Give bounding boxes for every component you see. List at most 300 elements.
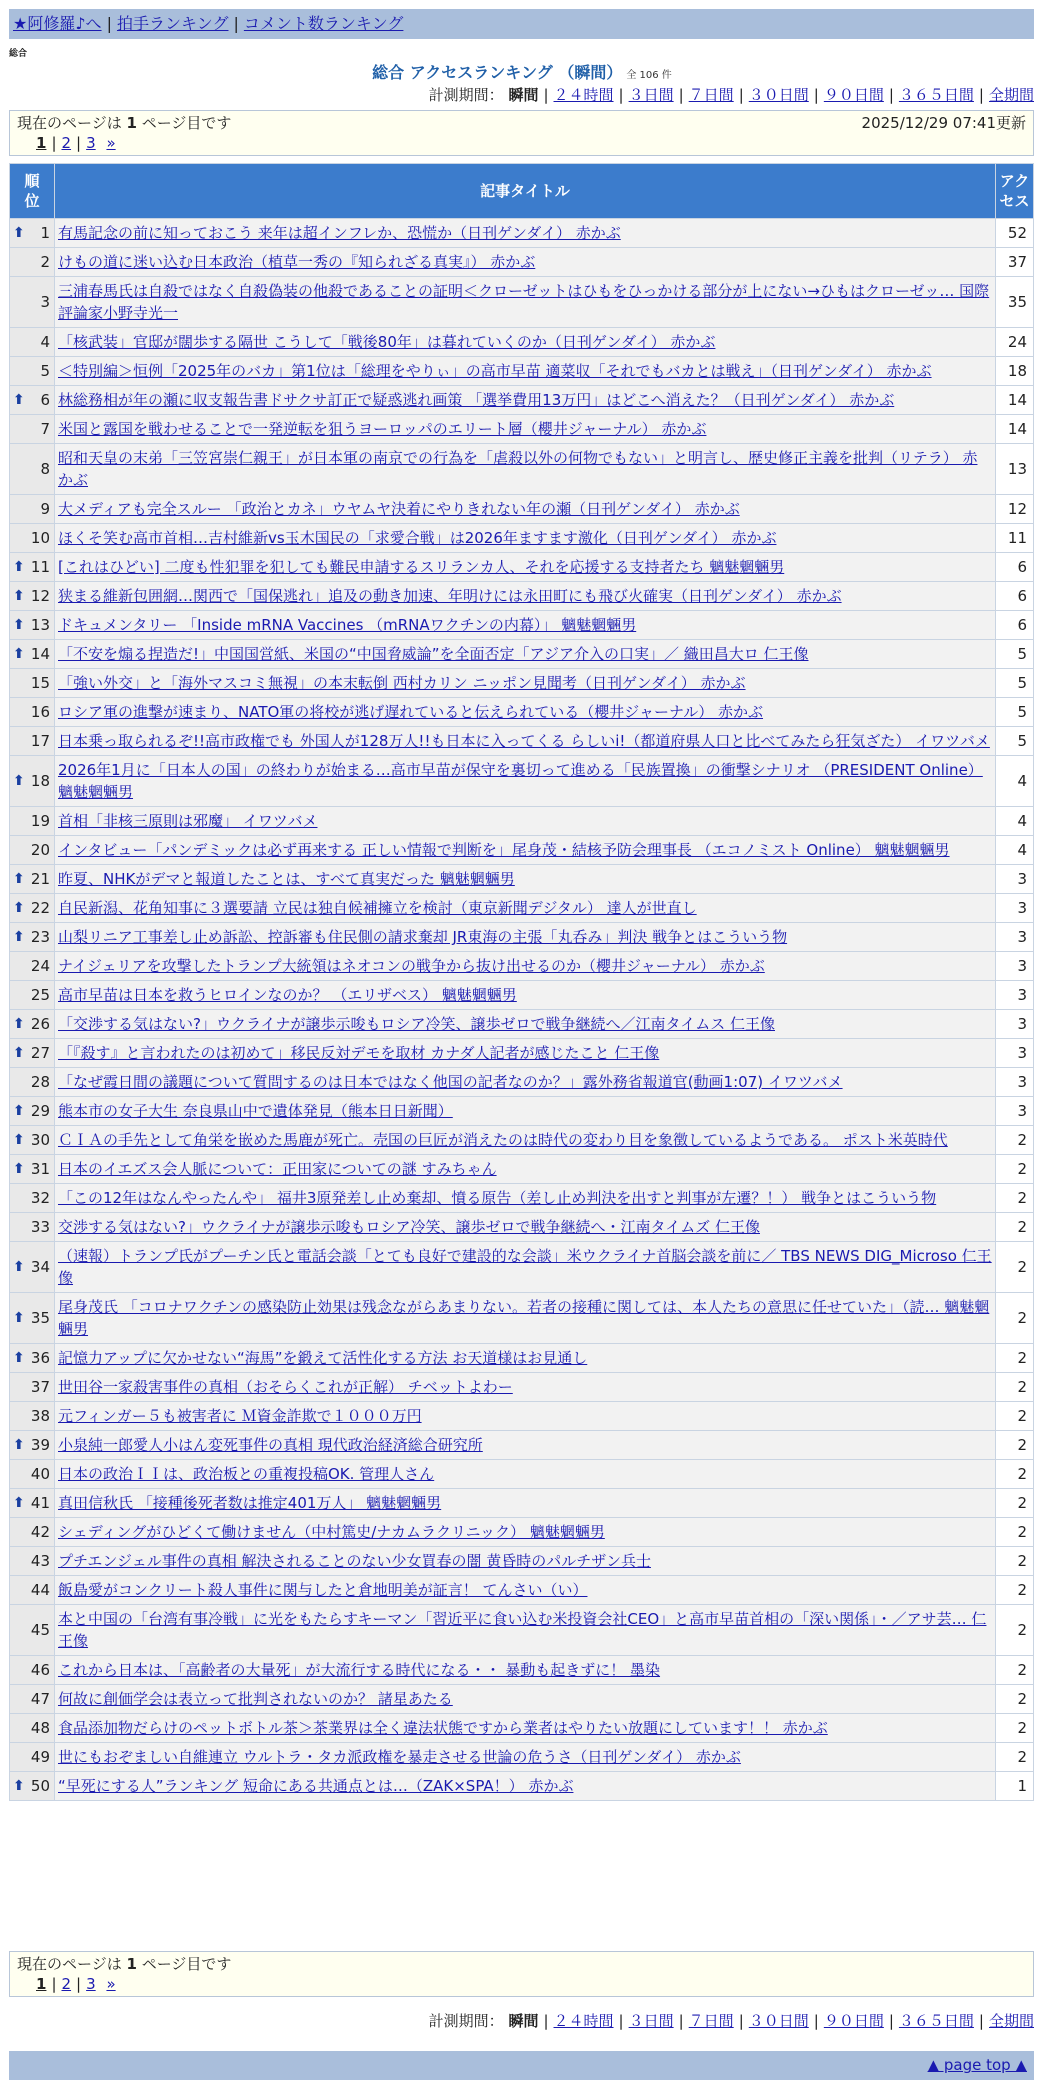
period-all-link[interactable]: 全期間 [988,86,1034,104]
access-count: 2 [996,1460,1034,1489]
table-row [10,1489,1034,1518]
article-title-link[interactable]: 狭まる維新包囲網…関西で「国保逃れ」追及の動き加速、年明けには永田町にも飛び火確実（日刊ゲンダイ） 赤かぶ [58,587,842,605]
article-title-link[interactable]: プチエンジェル事件の真相 解決されることのない少女買春の闇 黄昏時のパルチザン兵士 [58,1552,651,1570]
access-count: 2 [996,1547,1034,1576]
article-title-link[interactable]: インタビュー「パンデミックは必ず再来する 正しい情報で判断を」尾身茂・結核予防会理事長 （エコノミスト Online） 魑魅魍魎男 [58,841,950,859]
article-title-link[interactable]: 2026年1月に「日本人の国」の終わりが始まる…高市早苗が保守を裏切って進める「民族置換」の衝撃シナリオ （PRESIDENT Online） 魑魅魍魎男 [58,761,983,801]
table-row [10,1605,1034,1656]
table-row [10,495,1034,524]
access-header-label: アクセス [999,172,1030,210]
title-cell [55,1010,996,1039]
rank-up-arrow-icon: ⬆ [13,1495,25,1511]
rank-number: 47 [30,1690,50,1708]
rank-up-arrow-icon: ⬆ [13,1016,25,1032]
period-separator: | [813,2012,819,2030]
title-cell [55,1714,996,1743]
rank-number: 43 [30,1552,50,1570]
title-cell [55,357,996,386]
rank-cell [10,894,55,923]
rank-number: 26 [30,1015,50,1033]
article-title-link[interactable]: “早死にする人”ランキング 短命にある共通点とは…（ZAK×SPA！） 赤かぶ [58,1777,574,1795]
article-title-link[interactable]: シェディングがひどくて働けません（中村篤史/ナカムラクリニック） 魑魅魍魎男 [58,1523,605,1541]
table-row [10,1373,1034,1402]
rank-number: 29 [30,1102,50,1120]
rank-cell [10,1373,55,1402]
period-365d-link[interactable]: ３６５日間 [898,86,974,104]
rank-number: 39 [30,1436,50,1454]
rank-cell [10,981,55,1010]
title-cell [55,1213,996,1242]
rank-cell [10,1685,55,1714]
table-row [10,1344,1034,1373]
article-title-link[interactable]: 日本のイエズス会人脈について：正田家についての謎 すみちゃん [58,1160,497,1178]
ranking-title: 総合 アクセスランキング （瞬間） [372,63,623,82]
page-title [0,60,1044,83]
table-row [10,1743,1034,1772]
table-row [10,1010,1034,1039]
access-count: 6 [996,611,1034,640]
rank-cell [10,1518,55,1547]
article-title-link[interactable]: 世にもおぞましい自維連立 ウルトラ・タカ派政権を暴走させる世論の危うさ（日刊ゲンダイ） 赤かぶ [58,1748,741,1766]
rank-cell [10,415,55,444]
article-title-link[interactable]: 「交渉する気はない?」ウクライナが譲歩示唆もロシア冷笑、譲歩ゼロで戦争継続へ／江南タイムス 仁王像 [58,1015,775,1033]
access-count: 2 [996,1518,1034,1547]
next-page-link[interactable]: » [106,134,116,152]
page-status-suffix: ページ目です [141,114,232,132]
title-cell [55,1431,996,1460]
article-title-link[interactable]: 高市早苗は日本を救うヒロインなのか？ （エリザベス） 魑魅魍魎男 [58,986,517,1004]
article-title-link[interactable]: 何故に創価学会は表立って批判されないのか？ 諸星あたる [58,1690,453,1708]
rank-number: 4 [40,333,50,351]
title-cell [55,894,996,923]
title-cell [55,836,996,865]
article-title-link[interactable]: 「強い外交」と「海外マスコミ無視」の本末転倒 西村カリン ニッポン見聞考（日刊ゲンダイ） 赤かぶ [58,674,746,692]
rank-cell [10,277,55,328]
rank-cell [10,495,55,524]
period-separator: | [678,86,684,104]
access-count: 35 [996,277,1034,328]
page-status-prefix: 現在のページは [17,1955,122,1973]
table-row [10,386,1034,415]
rank-up-arrow-icon: ⬆ [13,559,25,575]
rank-up-arrow-icon: ⬆ [13,225,25,241]
article-title-link[interactable]: ナイジェリアを攻撃したトランプ大統領はネオコンの戦争から抜け出せるのか（櫻井ジャーナル） 赤かぶ [58,957,765,975]
rank-up-arrow-icon: ⬆ [13,1310,25,1326]
access-count: 5 [996,727,1034,756]
table-row [10,669,1034,698]
access-count: 3 [996,865,1034,894]
access-count: 18 [996,357,1034,386]
home-link[interactable]: ★阿修羅♪へ [13,14,102,33]
article-title-link[interactable]: 元フィンガー５も被害者に Ｍ資金詐欺で１０００万円 [58,1407,422,1425]
rank-cell [10,386,55,415]
table-row [10,1547,1034,1576]
rank-cell [10,1184,55,1213]
article-title-link[interactable]: 「この12年はなんやったんや」 福井3原発差し止め棄却、憤る原告（差し止め判決を出すと判事が左遷？！） 戦争とはこういう物 [58,1189,937,1207]
rank-cell [10,1126,55,1155]
title-cell [55,248,996,277]
title-cell [55,1518,996,1547]
page-status-number: 1 [126,114,137,132]
table-row [10,1039,1034,1068]
title-cell [55,524,996,553]
rank-cell [10,1068,55,1097]
title-cell [55,1772,996,1801]
bottom-bar [9,2051,1034,2080]
table-row [10,1431,1034,1460]
period-7d-link[interactable]: ７日間 [688,2012,734,2030]
rank-number: 8 [40,460,50,478]
updated-time: 2025/12/29 07:41更新 [861,114,1026,132]
rank-number: 27 [30,1044,50,1062]
article-title-link[interactable]: 尾身茂氏 「コロナワクチンの感染防止効果は残念ながらあまりない。若者の接種に関しては、本人たちの意思に任せていた」（読… 魑魅魍魎男 [58,1298,990,1338]
rank-cell [10,1576,55,1605]
page-3-link[interactable]: 3 [86,1975,96,1993]
period-separator: | [618,2012,624,2030]
access-count: 14 [996,415,1034,444]
table-row [10,836,1034,865]
period-7d-link[interactable]: ７日間 [688,86,734,104]
rank-cell [10,1402,55,1431]
title-cell [55,1242,996,1293]
period-selector-top [429,84,1034,105]
title-header: 記事タイトル [55,164,996,219]
rank-cell [10,1431,55,1460]
table-row [10,328,1034,357]
table-row [10,1126,1034,1155]
article-title-link[interactable]: 日本の政治ＩＩは、政治板との重複投稿OK. 管理人さん [58,1465,435,1483]
article-title-link[interactable]: けもの道に迷い込む日本政治（植草一秀の『知られざる真実』） 赤かぶ [58,253,536,271]
rank-cell [10,1547,55,1576]
title-cell [55,415,996,444]
table-row [10,865,1034,894]
applause-ranking-link[interactable]: 拍手ランキング [116,14,229,33]
table-row [10,640,1034,669]
pager-separator: | [76,134,82,152]
period-3d-link[interactable]: ３日間 [628,2012,674,2030]
table-row [10,1155,1034,1184]
total-count: 全 106 件 [626,70,672,81]
title-cell [55,1656,996,1685]
rank-number: 24 [30,957,50,975]
page-status-suffix: ページ目です [141,1955,232,1973]
rank-cell [10,756,55,807]
access-count: 2 [996,1344,1034,1373]
article-title-link[interactable]: 飯島愛がコンクリート殺人事件に関与したと倉地明美が証言！ てんさい（い） [58,1581,588,1599]
period-separator: | [543,86,549,104]
article-title-link[interactable]: 三浦春馬氏は自殺ではなく自殺偽装の他殺であることの証明＜クローゼットはひもをひっかける部分が上にない→ひもはクローゼッ… 国際評論家小野寺光一 [58,282,990,322]
title-cell [55,495,996,524]
rank-up-arrow-icon: ⬆ [13,1350,25,1366]
article-title-link[interactable]: 「なぜ霞日間の議題について質問するのは日本ではなく他国の記者なのか？」露外務省報道官(動画1:07) イワツバメ [58,1073,843,1091]
rank-cell [10,923,55,952]
rank-up-arrow-icon: ⬆ [13,900,25,916]
comment-ranking-link[interactable]: コメント数ランキング [243,14,404,33]
article-title-link[interactable]: 交渉する気はない?」ウクライナが譲歩示唆もロシア冷笑、譲歩ゼロで戦争継続へ・江南タイムズ 仁王像 [58,1218,760,1236]
category-label: 総合 [9,49,28,59]
rank-number: 10 [30,529,50,547]
table-row [10,952,1034,981]
article-title-link[interactable]: 山梨リニア工事差し止め訴訟、控訴審も住民側の請求棄却 JR東海の主張「丸呑み」判決 戦争とはこういう物 [58,928,788,946]
rank-up-arrow-icon: ⬆ [13,1132,25,1148]
article-title-link[interactable]: 熊本市の女子大生 奈良県山中で遺体発見（熊本日日新聞） [58,1102,453,1120]
ranking-table [9,163,1034,1801]
period-separator: | [738,86,744,104]
rank-number: 25 [30,986,50,1004]
rank-cell [10,1460,55,1489]
access-count: 2 [996,1155,1034,1184]
table-row [10,1685,1034,1714]
article-title-link[interactable]: 世田谷一家殺害事件の真相（おそらくこれが正解） チベットよわー [58,1378,513,1396]
title-cell [55,1097,996,1126]
period-separator: | [678,2012,684,2030]
page-top-link[interactable]: ▲ page top ▲ [927,2056,1027,2074]
rank-number: 6 [40,391,50,409]
table-row [10,1097,1034,1126]
rank-cell [10,553,55,582]
rank-number: 37 [30,1378,50,1396]
article-title-link[interactable]: 真田信秋氏 「接種後死者数は推定401万人」 魑魅魍魎男 [58,1494,442,1512]
article-title-link[interactable]: 米国と露国を戦わせることで一発逆転を狙うヨーロッパのエリート層（櫻井ジャーナル） 赤かぶ [58,420,707,438]
rank-number: 14 [30,645,50,663]
table-row [10,248,1034,277]
rank-number: 33 [30,1218,50,1236]
rank-cell [10,669,55,698]
period-separator: | [618,86,624,104]
period-30d-link[interactable]: ３０日間 [748,86,809,104]
rank-number: 12 [30,587,50,605]
access-count: 4 [996,756,1034,807]
access-count: 3 [996,1039,1034,1068]
rank-cell [10,1293,55,1344]
rank-up-arrow-icon: ⬆ [13,1437,25,1453]
nav-separator: | [233,14,239,33]
title-cell [55,1460,996,1489]
article-title-link[interactable]: 記憶力アップに欠かせない“海馬”を鍛えて活性化する方法 お天道様はお見通し [58,1349,588,1367]
rank-up-arrow-icon: ⬆ [13,871,25,887]
rank-cell [10,952,55,981]
access-count: 2 [996,1373,1034,1402]
table-row [10,981,1034,1010]
title-cell [55,669,996,698]
pager-separator: | [51,1975,57,1993]
access-count: 3 [996,1010,1034,1039]
rank-number: 7 [40,420,50,438]
rank-cell [10,640,55,669]
title-cell [55,444,996,495]
table-row [10,1402,1034,1431]
access-count: 5 [996,698,1034,727]
article-title-link[interactable]: ＣＩＡの手先として角栄を嵌めた馬鹿が死亡。売国の巨匠が消えたのは時代の変わり目を象徴しているようである。 ポスト米英時代 [58,1131,948,1149]
table-row [10,1068,1034,1097]
period-separator: | [543,2012,549,2030]
title-cell [55,952,996,981]
table-row [10,1518,1034,1547]
pager-separator: | [76,1975,82,1993]
title-cell [55,865,996,894]
table-row [10,415,1034,444]
article-title-link[interactable]: 「『殺す』と言われたのは初めて」移民反対デモを取材 カナダ人記者が感じたこと 仁王像 [58,1044,660,1062]
rank-cell [10,1039,55,1068]
rank-up-arrow-icon: ⬆ [13,588,25,604]
period-label: 計測期間： [428,86,504,104]
rank-cell [10,1489,55,1518]
period-separator: | [978,86,984,104]
title-cell [55,553,996,582]
article-title-link[interactable]: ＜特別編＞恒例「2025年のバカ」第1位は「総理をやりぃ」の高市早苗 適菜収「それでもバカとは戦え」（日刊ゲンダイ） 赤かぶ [58,362,932,380]
article-title-link[interactable]: 大メディアも完全スルー 「政治とカネ」ウヤムヤ決着にやりきれない年の瀬（日刊ゲンダイ） 赤かぶ [58,500,740,518]
access-count: 24 [996,328,1034,357]
top-nav-bar [9,9,1034,39]
article-title-link[interactable]: 「不安を煽る捏造だ!」中国国営紙、米国の“中国脅威論”を全面否定「アジア介入の口実」／ 織田昌大ロ 仁王像 [58,645,809,663]
access-count: 4 [996,836,1034,865]
period-24h-link[interactable]: ２４時間 [553,2012,614,2030]
title-cell [55,1402,996,1431]
period-365d-link[interactable]: ３６５日間 [898,2012,974,2030]
period-separator: | [888,86,894,104]
page-2-link[interactable]: 2 [61,134,72,152]
period-current: 瞬間 [508,2012,539,2030]
title-cell [55,1184,996,1213]
rank-cell [10,1605,55,1656]
page-2-link[interactable]: 2 [61,1975,72,1993]
rank-cell [10,1656,55,1685]
rank-cell [10,1010,55,1039]
title-cell [55,1344,996,1373]
rank-number: 23 [30,928,50,946]
title-cell [55,386,996,415]
rank-number: 3 [40,293,50,311]
rank-number: 18 [30,772,50,790]
title-cell [55,640,996,669]
rank-number: 5 [40,362,50,380]
table-row [10,1656,1034,1685]
rank-number: 38 [30,1407,50,1425]
title-cell [55,698,996,727]
article-title-link[interactable]: （速報）トランプ氏がプーチン氏と電話会談「とても良好で建設的な会談」米ウクライナ首脳会談を前に／ TBS NEWS DIG_Microso 仁王像 [58,1247,992,1287]
access-count: 5 [996,669,1034,698]
access-count: 2 [996,1213,1034,1242]
article-title-link[interactable]: 「核武装」官邸が闊歩する隔世 こうして「戦後80年」は暮れていくのか（日刊ゲンダイ） 赤かぶ [58,333,716,351]
article-title-link[interactable]: ドキュメンタリー 「Inside mRNA Vaccines （mRNAワクチンの内幕）」 魑魅魍魎男 [58,616,637,634]
rank-number: 41 [30,1494,50,1512]
access-count: 3 [996,981,1034,1010]
article-title-link[interactable]: 昭和天皇の末弟「三笠宮崇仁親王」が日本軍の南京での行為を「虐殺以外の何物でもない」と明言し、歴史修正主義を批判（リテラ） 赤かぶ [58,449,978,489]
title-cell [55,1155,996,1184]
page-3-link[interactable]: 3 [86,134,96,152]
period-30d-link[interactable]: ３０日間 [748,2012,809,2030]
rank-cell [10,698,55,727]
access-count: 2 [996,1431,1034,1460]
rank-number: 49 [30,1748,50,1766]
table-row [10,1242,1034,1293]
title-cell [55,219,996,248]
rank-number: 32 [30,1189,50,1207]
article-title-link[interactable]: 日本乗っ取られるぞ!!高市政権でも 外国人が128万人!!も日本に入ってくる らしいi!（都道府県人口と比べてみたら狂気ざた） イワツバメ [58,732,990,750]
rank-number: 42 [30,1523,50,1541]
rank-cell [10,328,55,357]
title-cell [55,328,996,357]
rank-cell [10,524,55,553]
period-separator: | [813,86,819,104]
pager-bottom [9,1951,1034,1997]
page-status-number: 1 [126,1955,137,1973]
rank-cell [10,219,55,248]
access-count: 2 [996,1126,1034,1155]
article-title-link[interactable]: 昨夏、NHKがデマと報道したことは、すべて真実だった 魑魅魍魎男 [58,870,515,888]
article-title-link[interactable]: 小泉純一郎愛人小はん変死事件の真相 現代政治経済総合研究所 [58,1436,483,1454]
title-cell [55,277,996,328]
period-90d-link[interactable]: ９０日間 [823,86,884,104]
article-title-link[interactable]: 自民新潟、花角知事に３選要請 立民は独自候補擁立を検討（東京新聞デジタル） 達人が世直し [58,899,697,917]
rank-number: 21 [30,870,50,888]
access-count: 3 [996,1068,1034,1097]
rank-number: 1 [40,224,50,242]
article-title-link[interactable]: 首相「非核三原則は邪魔」 イワツバメ [58,812,318,830]
rank-cell [10,1242,55,1293]
article-title-link[interactable]: これから日本は、「高齢者の大量死」が大流行する時代になる・・ 暴動も起きずに！ 墨染 [58,1661,661,1679]
rank-number: 35 [30,1309,50,1327]
article-title-link[interactable]: [これはひどい] 二度も性犯罪を犯しても難民申請するスリランカ人、それを応援する支持者たち 魑魅魍魎男 [58,558,785,576]
access-count: 37 [996,248,1034,277]
rank-number: 46 [30,1661,50,1679]
period-current: 瞬間 [508,86,539,104]
table-row [10,524,1034,553]
rank-number: 17 [30,732,50,750]
article-title-link[interactable]: ほくそ笑む高市首相…吉村維新vs玉木国民の「求愛合戦」は2026年ますます激化（日刊ゲンダイ） 赤かぶ [58,529,777,547]
period-24h-link[interactable]: ２４時間 [553,86,614,104]
title-cell [55,1685,996,1714]
article-title-link[interactable]: ロシア軍の進撃が速まり、NATO軍の将校が逃げ遅れていると伝えられている（櫻井ジャーナル） 赤かぶ [58,703,764,721]
rank-cell [10,1772,55,1801]
title-cell [55,1039,996,1068]
rank-cell [10,807,55,836]
rank-cell [10,1714,55,1743]
access-count: 2 [996,1685,1034,1714]
article-title-link[interactable]: 有馬記念の前に知っておこう 来年は超インフレか、恐慌か（日刊ゲンダイ） 赤かぶ [58,224,621,242]
title-cell [55,1576,996,1605]
rank-number: 34 [30,1258,50,1276]
access-count: 2 [996,1293,1034,1344]
access-count: 2 [996,1743,1034,1772]
period-all-link[interactable]: 全期間 [988,2012,1034,2030]
rank-number: 44 [30,1581,50,1599]
title-cell [55,756,996,807]
table-row [10,894,1034,923]
table-row [10,1213,1034,1242]
period-90d-link[interactable]: ９０日間 [823,2012,884,2030]
access-count: 3 [996,923,1034,952]
article-title-link[interactable]: 林総務相が年の瀬に収支報告書ドサクサ訂正で疑惑逃れ画策 「選挙費用13万円」はどこへ消えた？（日刊ゲンダイ） 赤かぶ [58,391,895,409]
access-count: 52 [996,219,1034,248]
table-row [10,807,1034,836]
table-row [10,923,1034,952]
rank-cell [10,611,55,640]
title-cell [55,1489,996,1518]
title-cell [55,611,996,640]
rank-up-arrow-icon: ⬆ [13,1103,25,1119]
nav-separator: | [106,14,112,33]
article-title-link[interactable]: 本と中国の「台湾有事冷戦」に光をもたらすキーマン「習近平に食い込む米投資会社CEO」と高市早苗首相の「深い関係」・／アサ芸… 仁王像 [58,1610,987,1650]
rank-up-arrow-icon: ⬆ [13,1045,25,1061]
rank-cell [10,836,55,865]
table-row [10,1293,1034,1344]
period-3d-link[interactable]: ３日間 [628,86,674,104]
article-title-link[interactable]: 食品添加物だらけのペットボトル茶＞茶業界は全く違法状態ですから業者はやりたい放題にしています！！ 赤かぶ [58,1719,828,1737]
table-row [10,582,1034,611]
next-page-link[interactable]: » [106,1975,116,1993]
rank-header-label: 順位 [24,172,40,210]
